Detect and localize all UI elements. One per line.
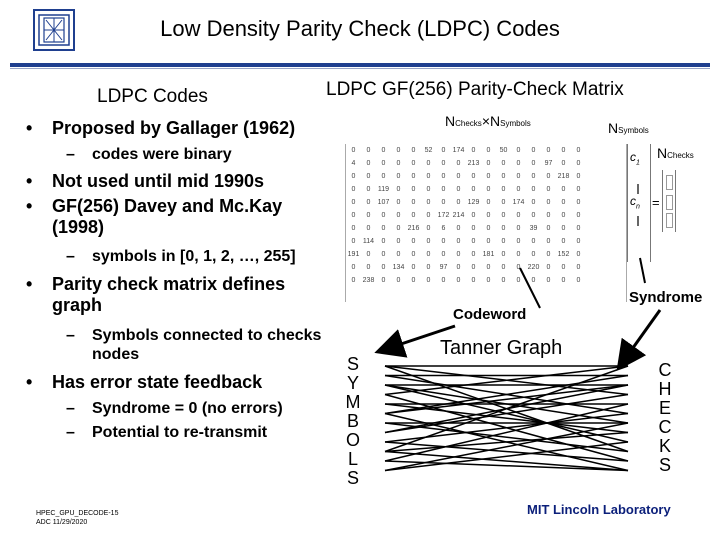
- matrix-cell: 6: [441, 225, 446, 232]
- matrix-cell: 0: [441, 160, 446, 167]
- matrix-cell: 0: [381, 264, 386, 271]
- matrix-cell: 0: [546, 251, 551, 258]
- matrix-cell: 39: [529, 225, 538, 232]
- vertical-letter: M: [345, 392, 361, 412]
- matrix-cell: 0: [516, 264, 521, 271]
- matrix-cell: 0: [576, 160, 581, 167]
- syndrome-label: Syndrome: [629, 289, 703, 306]
- matrix-cell: 0: [576, 251, 581, 258]
- matrix-cell: 0: [561, 238, 566, 245]
- matrix-cell: 0: [351, 186, 356, 193]
- n-checks-label: NChecks: [657, 145, 694, 161]
- matrix-cell: 0: [396, 212, 401, 219]
- matrix-cell: 0: [471, 238, 476, 245]
- matrix-cell: 0: [366, 199, 371, 206]
- matrix-cell: 0: [576, 277, 581, 284]
- matrix-cell: 50: [499, 147, 508, 154]
- matrix-cell: 0: [381, 212, 386, 219]
- matrix-cell: 0: [561, 212, 566, 219]
- matrix-cell: 0: [411, 160, 416, 167]
- matrix-cell: 0: [366, 264, 371, 271]
- matrix-cell: 0: [516, 173, 521, 180]
- matrix-cell: 0: [426, 160, 431, 167]
- matrix-cell: 0: [396, 277, 401, 284]
- matrix-cell: 0: [426, 212, 431, 219]
- tanner-edge: [385, 395, 628, 433]
- matrix-cell: 0: [396, 225, 401, 232]
- matrix-cell: 0: [411, 212, 416, 219]
- matrix-dimensions: NChecks×NSymbols: [445, 113, 531, 129]
- matrix-cell: 0: [576, 264, 581, 271]
- vertical-letter: Y: [346, 373, 359, 393]
- matrix-cell: 0: [426, 199, 431, 206]
- matrix-cell: 0: [366, 186, 371, 193]
- matrix-cell: 0: [441, 173, 446, 180]
- matrix-cell: 0: [501, 160, 506, 167]
- lab-name: MIT Lincoln Laboratory: [527, 502, 671, 517]
- matrix-cell: 0: [351, 277, 356, 284]
- vertical-letter: H: [658, 379, 672, 399]
- matrix-cell: 52: [424, 147, 433, 154]
- left-heading: LDPC Codes: [97, 86, 208, 107]
- matrix-cell: 0: [351, 173, 356, 180]
- matrix-cell: 0: [516, 160, 521, 167]
- matrix-cell: 0: [486, 264, 491, 271]
- matrix-cell: 0: [396, 238, 401, 245]
- bullet-item: • Proposed by Gallager (1962): [26, 118, 296, 138]
- matrix-cell: 0: [381, 238, 386, 245]
- matrix-cell: 0: [351, 199, 356, 206]
- matrix-cell: 0: [576, 212, 581, 219]
- matrix-cell: 0: [381, 173, 386, 180]
- matrix-cell: 0: [561, 147, 566, 154]
- matrix-cell: 0: [486, 160, 491, 167]
- matrix-cell: 0: [426, 251, 431, 258]
- matrix-cell: 0: [441, 199, 446, 206]
- symbols-vertical-label: [342, 355, 364, 488]
- matrix-cell: 0: [456, 277, 461, 284]
- matrix-cell: 0: [411, 147, 416, 154]
- matrix-cell: 0: [366, 160, 371, 167]
- codeword-label: Codeword: [453, 306, 527, 323]
- matrix-cell: 0: [501, 264, 506, 271]
- matrix-codeword-pointer: [520, 268, 540, 308]
- matrix-cell: 0: [351, 264, 356, 271]
- bullet-item: • Parity check matrix defines graph: [26, 274, 286, 315]
- matrix-cell: 0: [471, 186, 476, 193]
- vertical-letter: K: [658, 436, 671, 456]
- codeword-arrow: [380, 326, 455, 351]
- sub-bullet-item: – Syndrome = 0 (no errors): [66, 400, 283, 417]
- matrix-cell: 0: [381, 225, 386, 232]
- matrix-cell: 0: [576, 238, 581, 245]
- matrix-cell: 0: [531, 212, 536, 219]
- matrix-cell: 0: [351, 225, 356, 232]
- matrix-cell: 0: [471, 264, 476, 271]
- matrix-cell: 0: [516, 225, 521, 232]
- matrix-cell: 0: [426, 238, 431, 245]
- matrix-cell: 0: [516, 186, 521, 193]
- matrix-cell: 134: [392, 264, 405, 271]
- vertical-letter: S: [658, 455, 671, 475]
- matrix-cell: 0: [501, 199, 506, 206]
- matrix-cell: 0: [366, 212, 371, 219]
- tanner-edge: [385, 452, 628, 471]
- matrix-cell: 0: [531, 199, 536, 206]
- matrix-cell: 129: [467, 199, 480, 206]
- matrix-cell: 0: [516, 147, 521, 154]
- matrix-cell: 0: [486, 225, 491, 232]
- matrix-cell: 0: [501, 186, 506, 193]
- matrix-cell: 0: [546, 212, 551, 219]
- matrix-cell: 0: [381, 277, 386, 284]
- matrix-cell: 0: [381, 147, 386, 154]
- matrix-syndrome-pointer: [640, 258, 645, 283]
- vertical-letter: E: [658, 398, 671, 418]
- matrix-cell: 0: [471, 251, 476, 258]
- matrix-cell: 0: [456, 160, 461, 167]
- matrix-cell: 0: [561, 225, 566, 232]
- matrix-cell: 0: [426, 225, 431, 232]
- matrix-cell: 0: [411, 277, 416, 284]
- matrix-cell: 152: [557, 251, 570, 258]
- matrix-cell: 216: [407, 225, 420, 232]
- checks-vertical-label: [654, 361, 676, 475]
- matrix-cell: 0: [426, 277, 431, 284]
- matrix-cell: 0: [456, 199, 461, 206]
- matrix-cell: 0: [546, 199, 551, 206]
- matrix-cell: 213: [467, 160, 480, 167]
- matrix-cell: 0: [576, 225, 581, 232]
- matrix-cell: 0: [501, 238, 506, 245]
- matrix-cell: 0: [576, 186, 581, 193]
- vertical-letter: S: [346, 468, 359, 488]
- matrix-cell: 0: [441, 251, 446, 258]
- matrix-cell: 0: [411, 186, 416, 193]
- matrix-cell: 0: [426, 173, 431, 180]
- matrix-cell: 214: [452, 212, 465, 219]
- matrix-cell: 0: [531, 251, 536, 258]
- bullet-item: • GF(256) Davey and Mc.Kay (1998): [26, 196, 283, 237]
- matrix-cell: 0: [486, 186, 491, 193]
- matrix-cell: 0: [546, 173, 551, 180]
- matrix-cell: 0: [411, 238, 416, 245]
- matrix-cell: 0: [516, 251, 521, 258]
- matrix-cell: 107: [377, 199, 390, 206]
- tanner-graph-label: Tanner Graph: [440, 337, 563, 359]
- matrix-cell: 97: [439, 264, 448, 271]
- bullet-item: • Has error state feedback: [26, 372, 263, 392]
- matrix-cell: 0: [516, 277, 521, 284]
- syndrome-arrow: [620, 310, 660, 366]
- matrix-cell: 0: [546, 264, 551, 271]
- matrix-cell: 0: [456, 173, 461, 180]
- matrix-cell: 0: [576, 199, 581, 206]
- matrix-cell: 0: [411, 173, 416, 180]
- matrix-cell: 0: [456, 264, 461, 271]
- vertical-letter: B: [346, 411, 359, 431]
- bullet-item: • Not used until mid 1990s: [26, 171, 265, 191]
- matrix-cell: 181: [482, 251, 495, 258]
- matrix-cell: 0: [561, 186, 566, 193]
- matrix-cell: 0: [396, 186, 401, 193]
- matrix-cell: 0: [366, 225, 371, 232]
- matrix-cell: 0: [396, 199, 401, 206]
- matrix-cell: 0: [456, 238, 461, 245]
- vertical-letter: L: [347, 449, 358, 469]
- matrix-cell: 0: [441, 277, 446, 284]
- matrix-cell: 0: [561, 160, 566, 167]
- matrix-cell: 0: [411, 199, 416, 206]
- matrix-cell: 0: [411, 264, 416, 271]
- matrix-cell: 191: [347, 251, 360, 258]
- right-heading: LDPC GF(256) Parity-Check Matrix: [326, 79, 624, 100]
- matrix-cell: 0: [531, 186, 536, 193]
- matrix-cell: 238: [362, 277, 375, 284]
- matrix-cell: 0: [486, 212, 491, 219]
- c1-label: $c_1$: [630, 150, 640, 167]
- matrix-cell: 0: [456, 225, 461, 232]
- matrix-cell: 0: [531, 173, 536, 180]
- matrix-cell: 0: [396, 160, 401, 167]
- matrix-cell: 0: [471, 212, 476, 219]
- sub-bullet-item: – symbols in [0, 1, 2, …, 255]: [66, 248, 296, 265]
- n-symbols-label: NSymbols: [608, 120, 649, 136]
- matrix-cell: 0: [351, 212, 356, 219]
- matrix-cell: 97: [544, 160, 553, 167]
- matrix-cell: 0: [441, 147, 446, 154]
- matrix-cell: 0: [456, 251, 461, 258]
- matrix-cell: 0: [501, 173, 506, 180]
- matrix-cell: 0: [471, 277, 476, 284]
- matrix-cell: 4: [351, 160, 356, 167]
- matrix-cell: 0: [486, 147, 491, 154]
- matrix-cell: 0: [546, 238, 551, 245]
- slide-title: Low Density Parity Check (LDPC) Codes: [160, 16, 560, 41]
- matrix-cell: 0: [576, 147, 581, 154]
- matrix-cell: 0: [531, 238, 536, 245]
- matrix-cell: 0: [561, 264, 566, 271]
- matrix-cell: 0: [471, 147, 476, 154]
- sub-bullet-item: – codes were binary: [66, 146, 232, 163]
- matrix-cell: 0: [486, 199, 491, 206]
- sub-bullet-item: – Symbols connected to checks nodes: [66, 327, 322, 363]
- matrix-cell: 0: [366, 251, 371, 258]
- cn-label: $c_n$: [630, 194, 640, 211]
- matrix-cell: 0: [396, 251, 401, 258]
- matrix-cell: 0: [531, 277, 536, 284]
- matrix-cell: 220: [527, 264, 540, 271]
- equals-sign: =: [652, 195, 660, 210]
- matrix-cell: 0: [561, 277, 566, 284]
- matrix-cell: 0: [426, 264, 431, 271]
- matrix-cell: 0: [396, 173, 401, 180]
- matrix-cell: 0: [546, 147, 551, 154]
- tanner-edge: [385, 404, 628, 461]
- matrix-cell: 0: [501, 251, 506, 258]
- matrix-cell: 0: [456, 186, 461, 193]
- matrix-cell: 174: [512, 199, 525, 206]
- matrix-cell: 172: [437, 212, 450, 219]
- matrix-cell: 0: [441, 238, 446, 245]
- matrix-cell: 0: [576, 173, 581, 180]
- matrix-cell: 0: [486, 277, 491, 284]
- matrix-cell: 0: [501, 212, 506, 219]
- matrix-cell: 0: [366, 147, 371, 154]
- matrix-cell: 0: [516, 212, 521, 219]
- matrix-cell: 0: [486, 238, 491, 245]
- matrix-cell: 0: [546, 277, 551, 284]
- matrix-cell: 119: [377, 186, 390, 193]
- matrix-cell: 0: [381, 160, 386, 167]
- matrix-cell: 0: [546, 186, 551, 193]
- matrix-cell: 0: [366, 173, 371, 180]
- matrix-cell: 0: [396, 147, 401, 154]
- matrix-cell: 0: [441, 186, 446, 193]
- matrix-cell: 0: [471, 173, 476, 180]
- matrix-cell: 218: [557, 173, 570, 180]
- matrix-cell: 0: [561, 199, 566, 206]
- vertical-letter: C: [658, 417, 672, 437]
- matrix-cell: 0: [381, 251, 386, 258]
- vertical-letter: O: [345, 430, 360, 450]
- matrix-cell: 0: [501, 225, 506, 232]
- vertical-letter: C: [658, 360, 672, 380]
- matrix-cell: 0: [426, 186, 431, 193]
- matrix-cell: 0: [501, 277, 506, 284]
- matrix-cell: 0: [486, 173, 491, 180]
- matrix-cell: 0: [531, 160, 536, 167]
- matrix-cell: 0: [411, 251, 416, 258]
- matrix-cell: 0: [546, 225, 551, 232]
- matrix-cell: 0: [471, 225, 476, 232]
- matrix-cell: 0: [516, 238, 521, 245]
- matrix-cell: 174: [452, 147, 465, 154]
- tanner-edge: [385, 433, 628, 452]
- matrix-cell: 114: [362, 238, 375, 245]
- matrix-cell: 0: [351, 147, 356, 154]
- matrix-cell: 0: [351, 238, 356, 245]
- vertical-letter: S: [346, 354, 359, 374]
- matrix-cell: 0: [531, 147, 536, 154]
- sub-bullet-item: – Potential to re-transmit: [66, 424, 268, 441]
- footer-info: HPEC_GPU_DECODE-15 ADC 11/29/2020: [36, 510, 119, 526]
